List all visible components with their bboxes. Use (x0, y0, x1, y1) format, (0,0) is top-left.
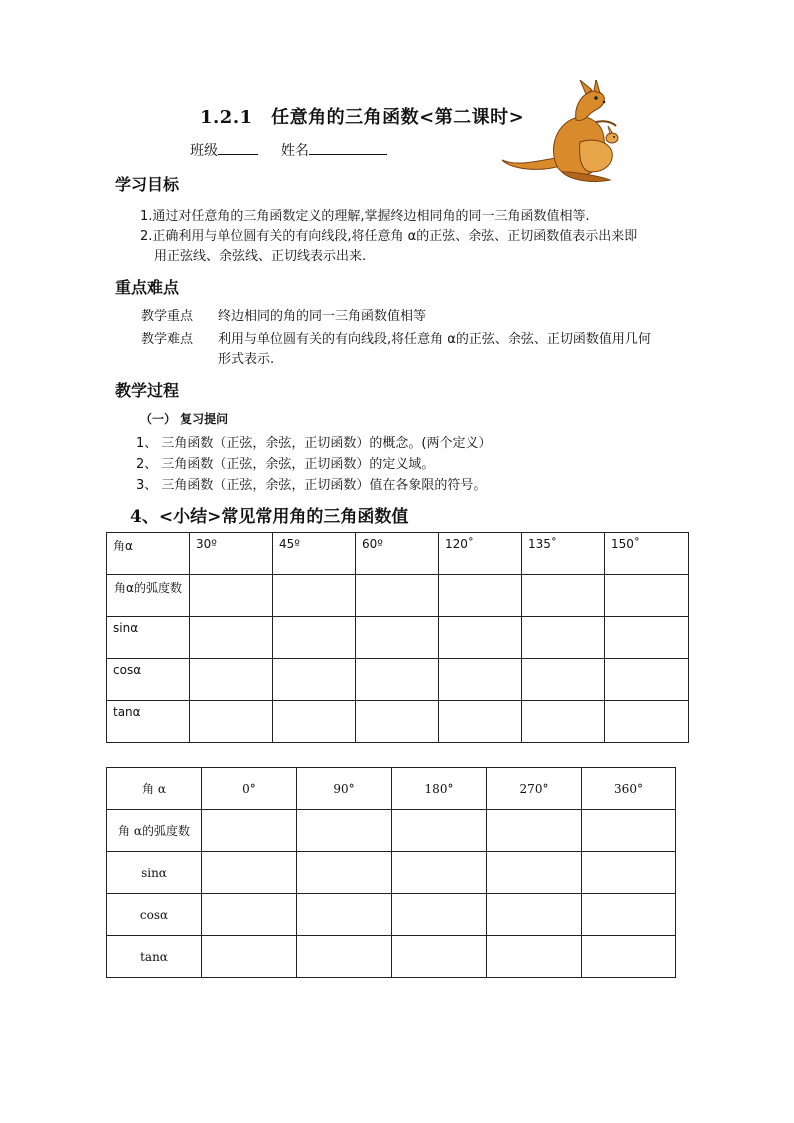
table-row (107, 617, 689, 659)
trig-values-table-1 (106, 532, 689, 743)
table1-cell[interactable] (605, 701, 689, 743)
table1-header-cell: 120˚ (439, 533, 522, 575)
table2-cell[interactable] (297, 894, 392, 936)
table1-cell[interactable] (273, 617, 356, 659)
table1-cell[interactable] (605, 617, 689, 659)
difficulty-text-line1: 利用与单位圆有关的有向线段,将任意角 α的正弦、余弦、正切函数值用几何 (218, 332, 651, 347)
table1-cell[interactable] (190, 575, 273, 617)
table2-header-cell: 角 α (107, 768, 202, 810)
table1-row-label: sinα (107, 617, 190, 659)
table1-cell[interactable] (190, 617, 273, 659)
table-row (107, 659, 689, 701)
table2-cell[interactable] (487, 936, 582, 978)
table2-header-cell: 90° (297, 768, 392, 810)
trig-values-table-2 (106, 767, 676, 978)
table1-cell[interactable] (522, 701, 605, 743)
focus-label: 教学重点 (141, 309, 194, 324)
table1-cell[interactable] (605, 659, 689, 701)
page-title: 1.2.1 任意角的三角函数<第二课时> (200, 107, 525, 128)
student-info (190, 140, 387, 160)
table1-header-cell: 60º (356, 533, 439, 575)
table2-header-cell: 360° (582, 768, 676, 810)
table1-cell[interactable] (439, 701, 522, 743)
table2-cell[interactable] (392, 852, 487, 894)
name-label: 姓名 (280, 143, 309, 159)
table-row (107, 894, 676, 936)
table2-cell[interactable] (582, 810, 676, 852)
table2-cell[interactable] (202, 936, 297, 978)
table1-header-cell: 135˚ (522, 533, 605, 575)
section-4-heading: 4、<小结>常见常用角的三角函数值 (130, 507, 409, 527)
table2-cell[interactable] (487, 810, 582, 852)
table2-cell[interactable] (297, 852, 392, 894)
class-label: 班级 (190, 143, 218, 159)
table1-cell[interactable] (273, 575, 356, 617)
table1-header-cell: 45º (273, 533, 356, 575)
table1-cell[interactable] (605, 575, 689, 617)
goal-item-1: 1.通过对任意角的三角函数定义的理解,掌握终边相同角的同一三角函数值相等. (140, 209, 590, 224)
table2-cell[interactable] (202, 894, 297, 936)
key-points-heading: 重点难点 (115, 278, 180, 297)
review-question-3: 3、 三角函数（正弦，余弦，正切函数）值在各象限的符号。 (136, 478, 487, 493)
kangaroo-icon (500, 80, 640, 185)
table1-cell[interactable] (190, 659, 273, 701)
name-field[interactable] (309, 140, 387, 155)
difficulty-text-line2: 形式表示. (218, 352, 275, 367)
table1-row-label: tanα (107, 701, 190, 743)
table1-cell[interactable] (190, 701, 273, 743)
table2-cell[interactable] (582, 894, 676, 936)
table2-cell[interactable] (392, 894, 487, 936)
table1-cell[interactable] (439, 659, 522, 701)
table1-cell[interactable] (356, 701, 439, 743)
process-heading: 教学过程 (115, 381, 180, 400)
table1-cell[interactable] (522, 575, 605, 617)
table1-cell[interactable] (356, 575, 439, 617)
goal-item-2-line2: 用正弦线、余弦线、正切线表示出来. (154, 249, 367, 264)
table1-header-cell: 30º (190, 533, 273, 575)
table-row (107, 575, 689, 617)
difficulty-label: 教学难点 (141, 332, 194, 347)
table2-header-cell: 180° (392, 768, 487, 810)
goals-heading: 学习目标 (115, 175, 180, 194)
table-row (107, 768, 676, 810)
review-question-1: 1、 三角函数（正弦，余弦，正切函数）的概念。(两个定义） (136, 436, 492, 451)
table1-header-cell: 150˚ (605, 533, 689, 575)
table2-cell[interactable] (392, 810, 487, 852)
table1-cell[interactable] (439, 617, 522, 659)
table2-cell[interactable] (202, 852, 297, 894)
table1-cell[interactable] (439, 575, 522, 617)
review-question-2: 2、 三角函数（正弦，余弦，正切函数）的定义域。 (136, 457, 435, 472)
table2-cell[interactable] (392, 936, 487, 978)
goal-item-2-line1: 2.正确利用与单位圆有关的有向线段,将任意角 α的正弦、余弦、正切函数值表示出来即 (140, 229, 638, 244)
table-row (107, 936, 676, 978)
class-field[interactable] (218, 140, 258, 155)
table1-cell[interactable] (522, 617, 605, 659)
table1-cell[interactable] (522, 659, 605, 701)
table1-cell[interactable] (356, 617, 439, 659)
table2-header-cell: 270° (487, 768, 582, 810)
table1-cell[interactable] (273, 659, 356, 701)
table1-cell[interactable] (356, 659, 439, 701)
table-row (107, 810, 676, 852)
table2-row-label: 角 α的弧度数 (107, 810, 202, 852)
table2-cell[interactable] (297, 810, 392, 852)
table2-cell[interactable] (487, 852, 582, 894)
table1-header-cell: 角α (107, 533, 190, 575)
focus-text: 终边相同的角的同一三角函数值相等 (218, 309, 427, 324)
table1-row-label: cosα (107, 659, 190, 701)
table2-cell[interactable] (297, 936, 392, 978)
table-row (107, 533, 689, 575)
table2-cell[interactable] (202, 810, 297, 852)
table2-cell[interactable] (487, 894, 582, 936)
table2-cell[interactable] (582, 936, 676, 978)
table2-row-label: cosα (107, 894, 202, 936)
table1-cell[interactable] (273, 701, 356, 743)
table2-header-cell: 0° (202, 768, 297, 810)
review-sub-heading: （一） 复习提问 (140, 412, 229, 426)
table1-row-label: 角α的弧度数 (107, 575, 190, 617)
table2-row-label: sinα (107, 852, 202, 894)
table-row (107, 852, 676, 894)
table2-row-label: tanα (107, 936, 202, 978)
table-row (107, 701, 689, 743)
table2-cell[interactable] (582, 852, 676, 894)
